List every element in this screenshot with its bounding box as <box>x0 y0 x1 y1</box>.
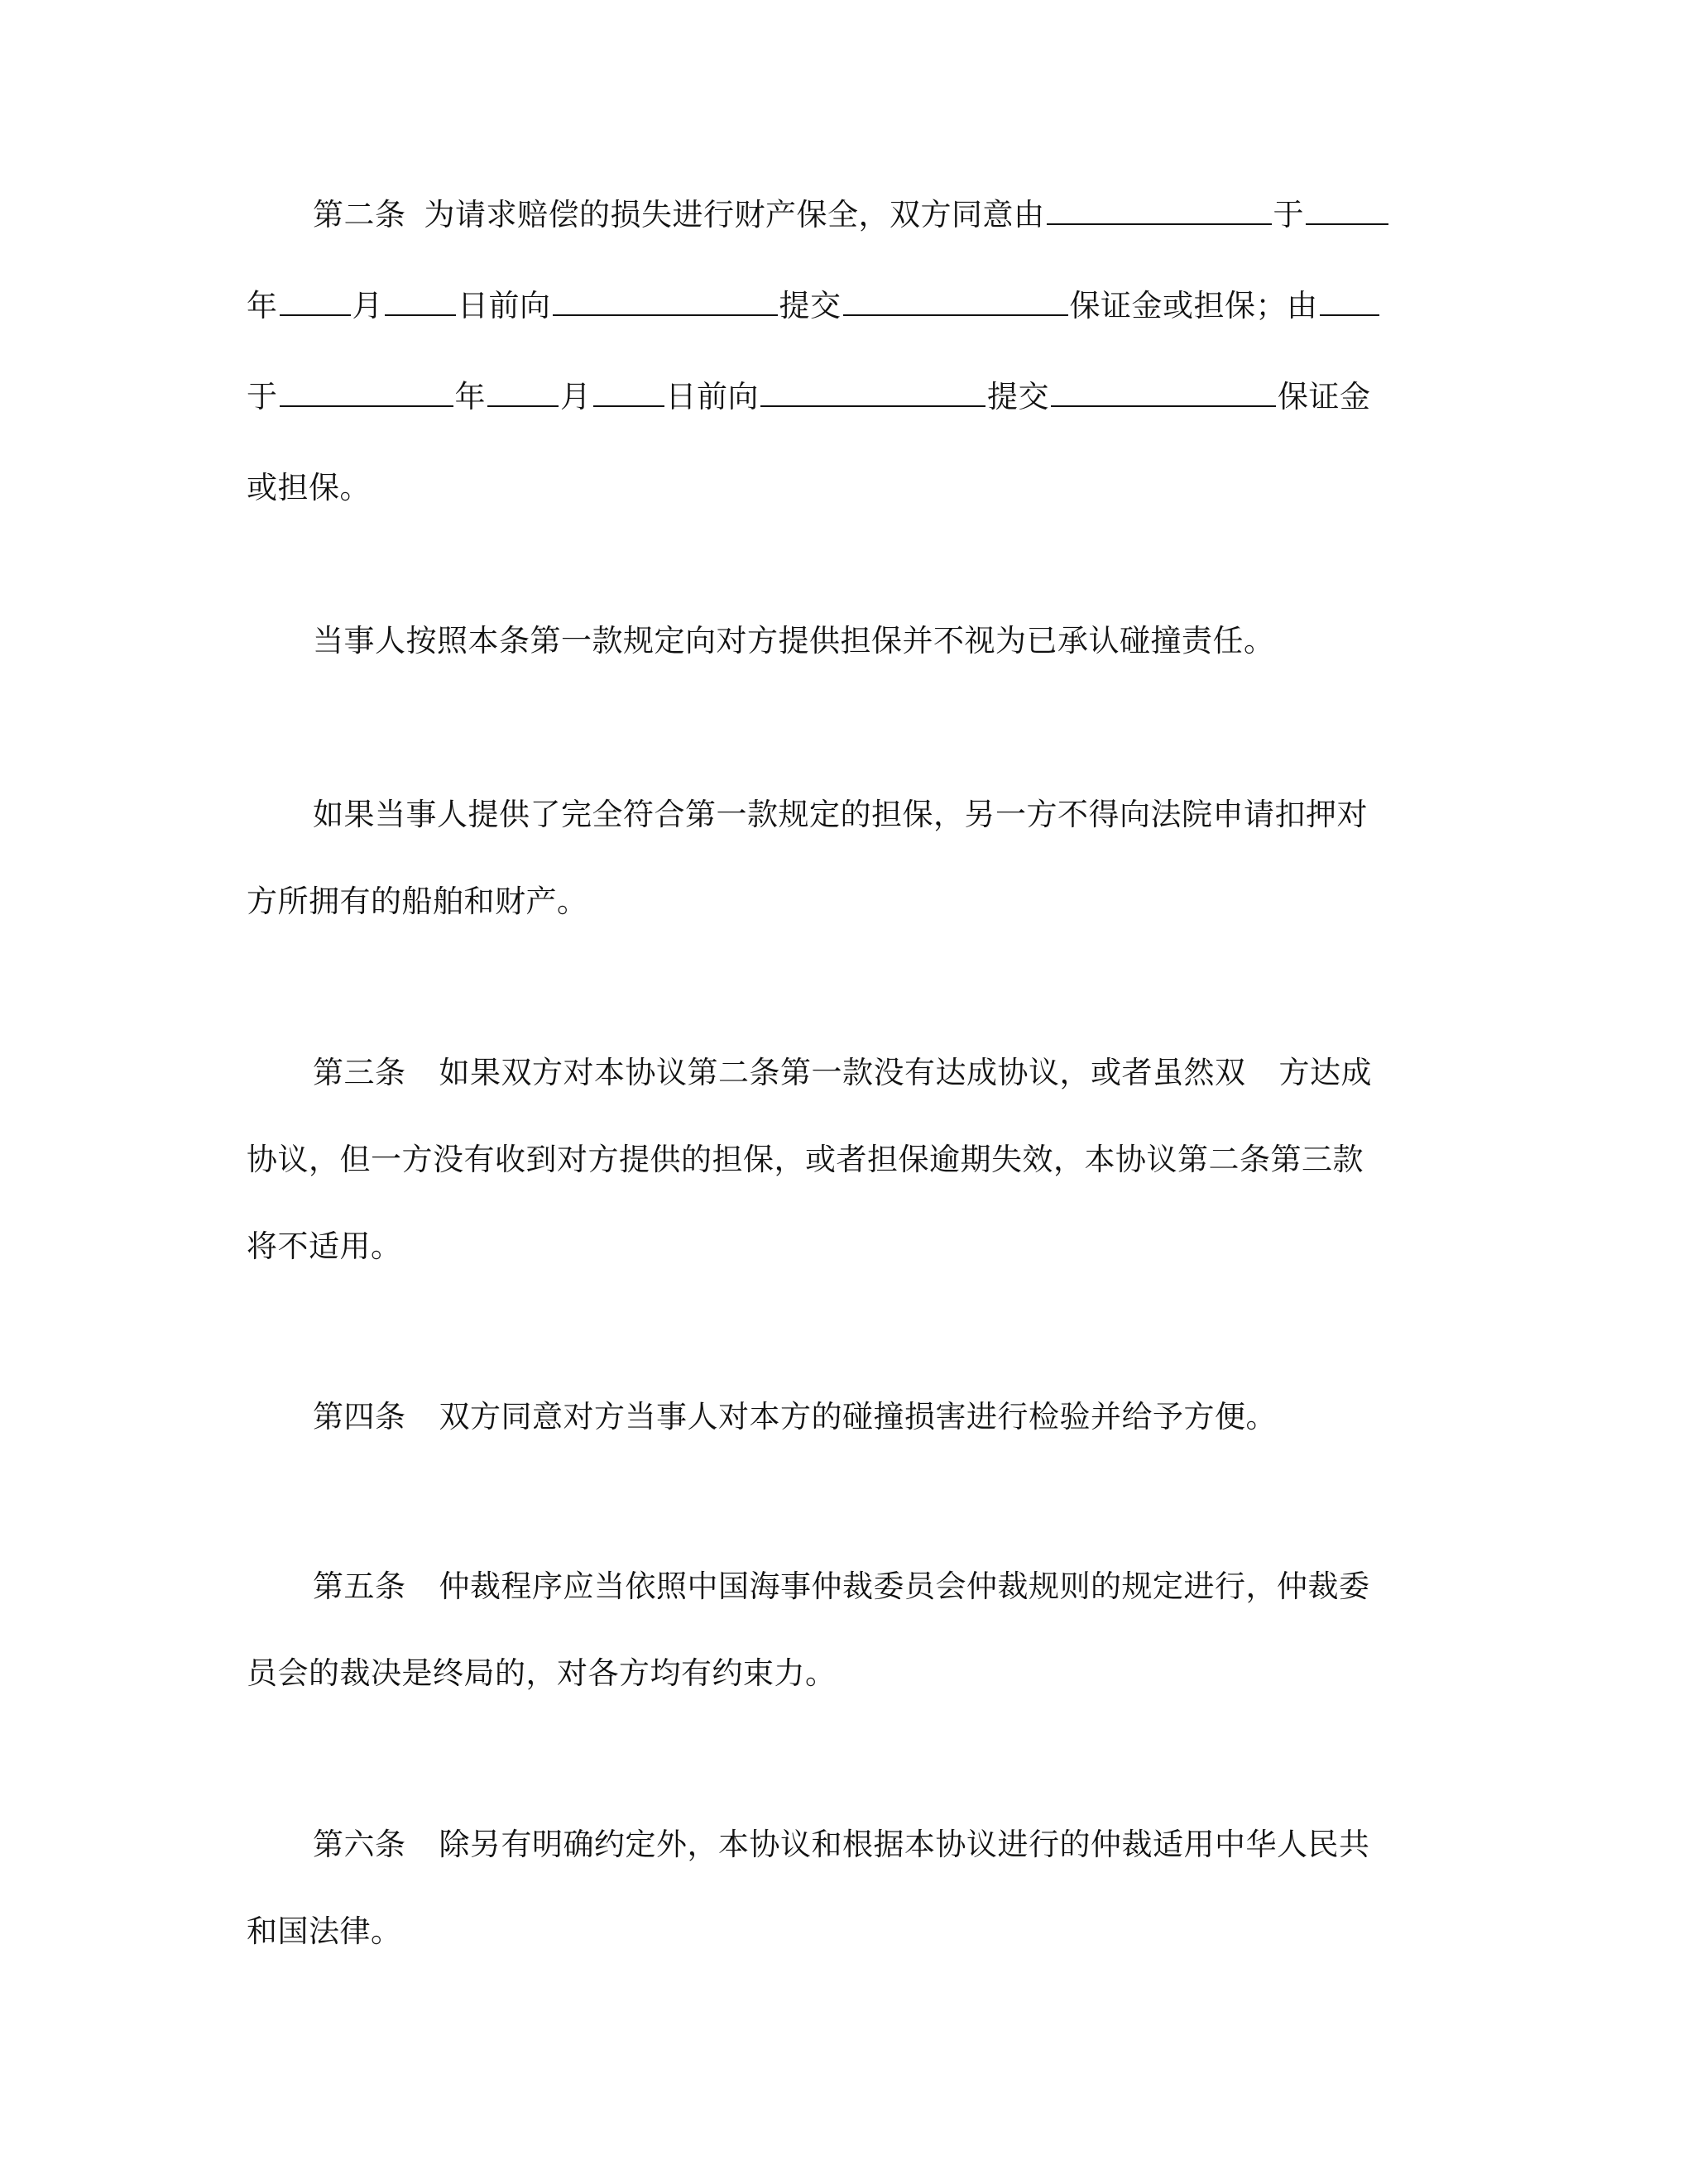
blank-field[interactable] <box>1047 187 1272 225</box>
text-submit: 提交 <box>987 379 1049 414</box>
blank-field[interactable] <box>1320 278 1379 316</box>
article5-line2: 员会的裁决是终局的，对各方均有约束力。 <box>247 1655 837 1691</box>
article2-text: 为请求赔偿的损失进行财产保全，双方同意由 <box>424 197 1045 232</box>
article2-line2 <box>247 277 1438 335</box>
article3-label: 第三条 <box>313 1055 406 1090</box>
blank-field[interactable] <box>280 369 453 407</box>
article3-line3: 将不适用。 <box>247 1228 402 1264</box>
text-yu: 于 <box>1273 197 1304 232</box>
article2-line1 <box>313 186 1504 244</box>
text-deposit: 保证金 <box>1278 379 1371 414</box>
blank-field[interactable] <box>843 278 1068 316</box>
text-deposit: 保证金或担保；由 <box>1069 288 1318 323</box>
article6-label: 第六条 <box>313 1827 406 1862</box>
article5-text: 仲裁程序应当依照中国海事仲裁委员会仲裁规则的规定进行，仲裁委 <box>439 1569 1370 1604</box>
article3-line1 <box>313 1044 1504 1102</box>
blank-field[interactable] <box>487 369 559 407</box>
article6-text: 除另有明确约定外，本协议和根据本协议进行的仲裁适用中华人民共 <box>439 1827 1370 1862</box>
article2-paragraph3-line1: 如果当事人提供了完全符合第一款规定的担保，另一方不得向法院申请扣押对 <box>313 797 1368 832</box>
blank-field[interactable] <box>593 369 664 407</box>
article5-line1 <box>313 1558 1504 1616</box>
article5-label: 第五条 <box>313 1569 406 1604</box>
article6-line2: 和国法律。 <box>247 1913 402 1949</box>
text-year: 年 <box>454 379 486 414</box>
article6-line1 <box>313 1816 1504 1874</box>
blank-field[interactable] <box>385 278 456 316</box>
text-submit: 提交 <box>779 288 842 323</box>
text-month: 月 <box>352 288 383 323</box>
article3-text: 如果双方对本协议第二条第一款没有达成协议，或者虽然双 <box>439 1055 1246 1090</box>
blank-field[interactable] <box>1051 369 1276 407</box>
article2-label: 第二条 <box>313 197 406 232</box>
blank-field[interactable] <box>1306 187 1388 225</box>
blank-field[interactable] <box>553 278 778 316</box>
article4-text: 双方同意对方当事人对本方的碰撞损害进行检验并给予方便。 <box>439 1399 1277 1434</box>
article3-text-tail: 方达成 <box>1278 1055 1372 1090</box>
article2-paragraph3-line2: 方所拥有的船舶和财产。 <box>247 884 588 919</box>
text-day-before: 日前向 <box>665 379 759 414</box>
blank-field[interactable] <box>280 278 351 316</box>
article2-line4: 或担保。 <box>247 470 371 505</box>
article2-paragraph2: 当事人按照本条第一款规定向对方提供担保并不视为已承认碰撞责任。 <box>313 623 1275 659</box>
article4-line1 <box>313 1388 1504 1446</box>
blank-field[interactable] <box>760 369 985 407</box>
article2-line3 <box>247 368 1438 426</box>
text-day-before: 日前向 <box>458 288 551 323</box>
text-yu: 于 <box>247 379 278 414</box>
article3-line2: 协议，但一方没有收到对方提供的担保，或者担保逾期失效，本协议第二条第三款 <box>247 1142 1364 1177</box>
article4-label: 第四条 <box>313 1399 406 1434</box>
text-year: 年 <box>247 288 278 323</box>
text-month: 月 <box>560 379 592 414</box>
